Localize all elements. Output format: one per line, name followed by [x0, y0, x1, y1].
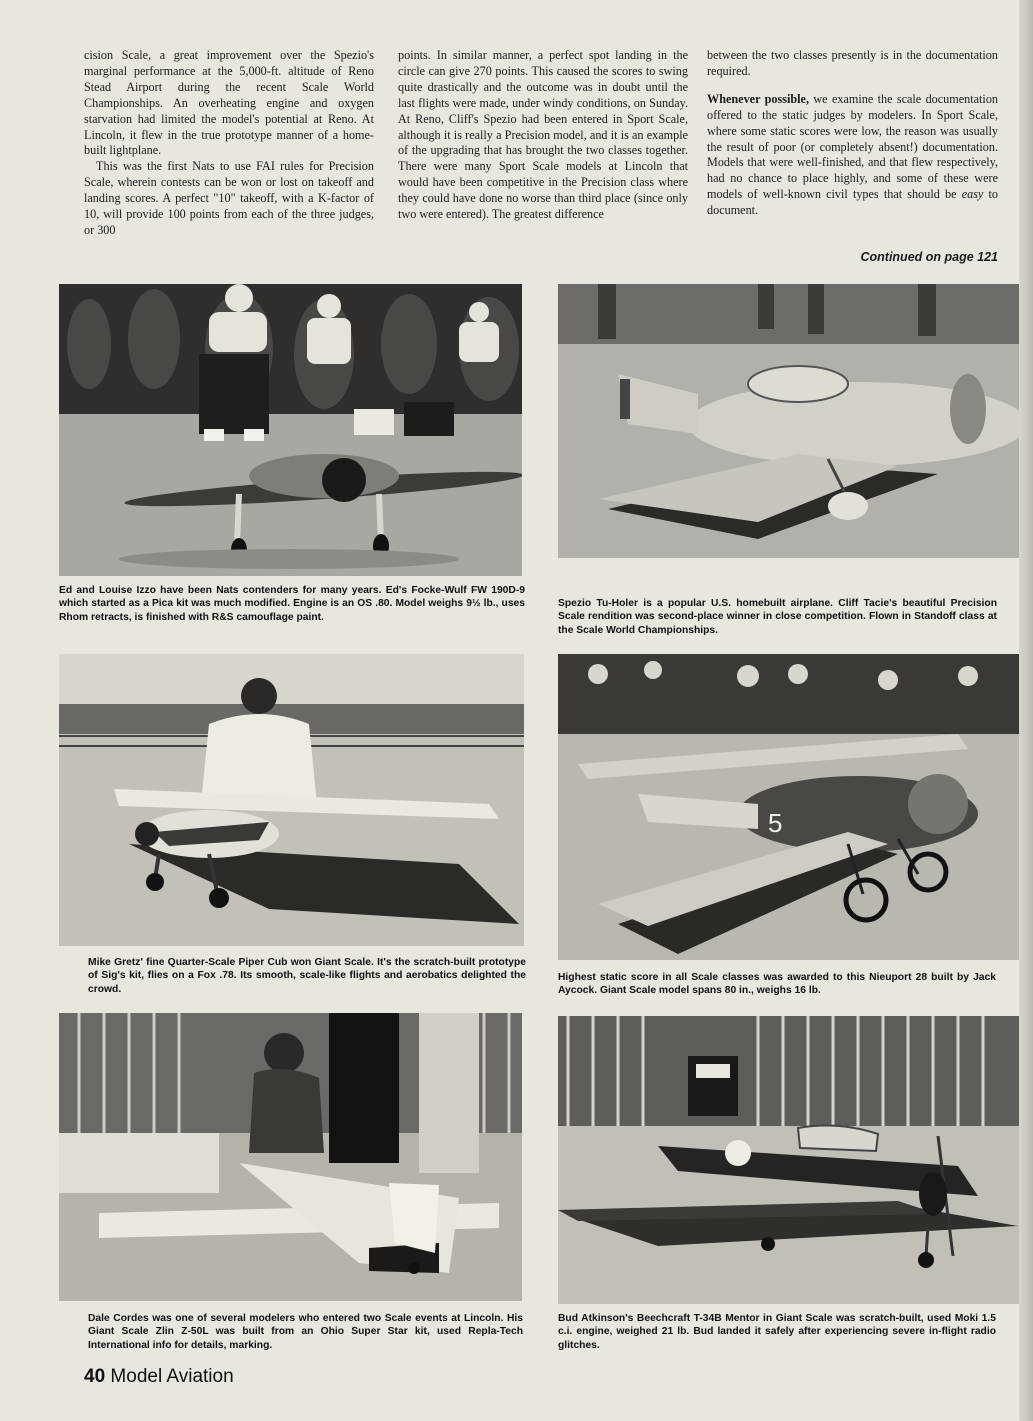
photo-caption: Mike Gretz' fine Quarter-Scale Piper Cub won Giant Scale. It's the scratch-built prototype of Sig's kit, flies on a Fox .78. Its smooth, scale-like flights and aerobatics delighted the crowd.	[88, 957, 526, 995]
article-paragraph: between the two classes presently is in the documentation required.	[707, 48, 998, 78]
paragraph-lead-in: Whenever possible,	[707, 91, 809, 106]
page-number: 40	[84, 1366, 106, 1387]
photo-beechcraft-t34b	[558, 1016, 1020, 1304]
photo-caption: Dale Cordes was one of several modelers who entered two Scale events at Lincoln. His Giant Scale Zlin Z-50L was built from an Ohio Super Star kit, used Repla-Tech International info for details, marking.	[88, 1313, 523, 1351]
page-footer	[84, 1366, 234, 1388]
photo-caption: Ed and Louise Izzo have been Nats contenders for many years. Ed's Focke-Wulf FW 190D-9 which started as a Pica kit was much modified. Engine is an OS .80. Model weighs 9½ lb., uses Rhom retracts, is finished with R&S camouflage paint.	[59, 585, 525, 623]
magazine-title: Model Aviation	[110, 1366, 234, 1387]
photo-caption: Spezio Tu-Holer is a popular U.S. homebuilt airplane. Cliff Tacie's beautiful Precision Scale rendition was second-place winner in close competition. Flown in Standoff class at the Scale World Championships.	[558, 598, 997, 636]
svg-text:5: 5	[768, 808, 783, 838]
article-column-2	[398, 48, 688, 223]
article-paragraph: points. In similar manner, a perfect spot landing in the circle can give 270 points. This caused the scores to swing quite drastically and the outcome was in doubt until the last flights were made, under windy conditions, on Sunday. At Reno, Cliff's Spezio had been entered in Sport Scale, although it is really a Precision model, and it is an example of the upgrading that has brought the two classes together. There were many Sport Scale models at Lincoln that would have been competitive in the Precision class where they could have done no worse than third place (since only two were entered). The greatest difference	[398, 48, 688, 222]
article-paragraph: cision Scale, a great improvement over the Spezio's marginal performance at the 5,000-ft. altitude of Reno Stead Airport during the recent Scale World Championships. An overheating engine and oxygen starvation had limited the model's potential at Reno. At Lincoln, it flew in the true prototype manner of a home-built lightplane.	[84, 48, 374, 158]
article-paragraph: This was the first Nats to use FAI rules for Precision Scale, wherein contests can be won or lost on takeoff and landing scores. A perfect "10" takeoff, with a K-factor of 10, will provide 100 points from each of the three judges, or 300	[84, 159, 374, 237]
photo-zlin-z50l	[59, 1013, 522, 1301]
photo-piper-cub	[59, 654, 524, 946]
photo-caption: Highest static score in all Scale classes was awarded to this Nieuport 28 built by Jack Aycock. Giant Scale model spans 80 in., weighs 16 lb.	[558, 972, 996, 997]
photo-nieuport-28	[558, 654, 1020, 960]
article-column-1	[84, 48, 374, 239]
scan-edge	[1019, 0, 1033, 1421]
photo-caption: Bud Atkinson's Beechcraft T-34B Mentor in Giant Scale was scratch-built, used Moki 1.5 c.i. engine, weighed 21 lb. Bud landed it safely after experiencing severe in-flight radio glitches.	[558, 1313, 996, 1351]
photo-spezio-tu-holer	[558, 284, 1020, 558]
article-paragraph: Whenever possible, we examine the scale documentation offered to the static judges by modelers. In Sport Scale, where some static scores were low, the reason was usually the result of poor (or completely absent!) documentation. Models that were well-finished, and that flew respectively, had no chance to place highly, and some of these were models of well-known civil types that should be easy to document.	[707, 91, 999, 218]
continued-note: Continued on page 121	[860, 250, 998, 264]
article-column-3	[707, 48, 998, 219]
photo-focke-wulf	[59, 284, 522, 576]
